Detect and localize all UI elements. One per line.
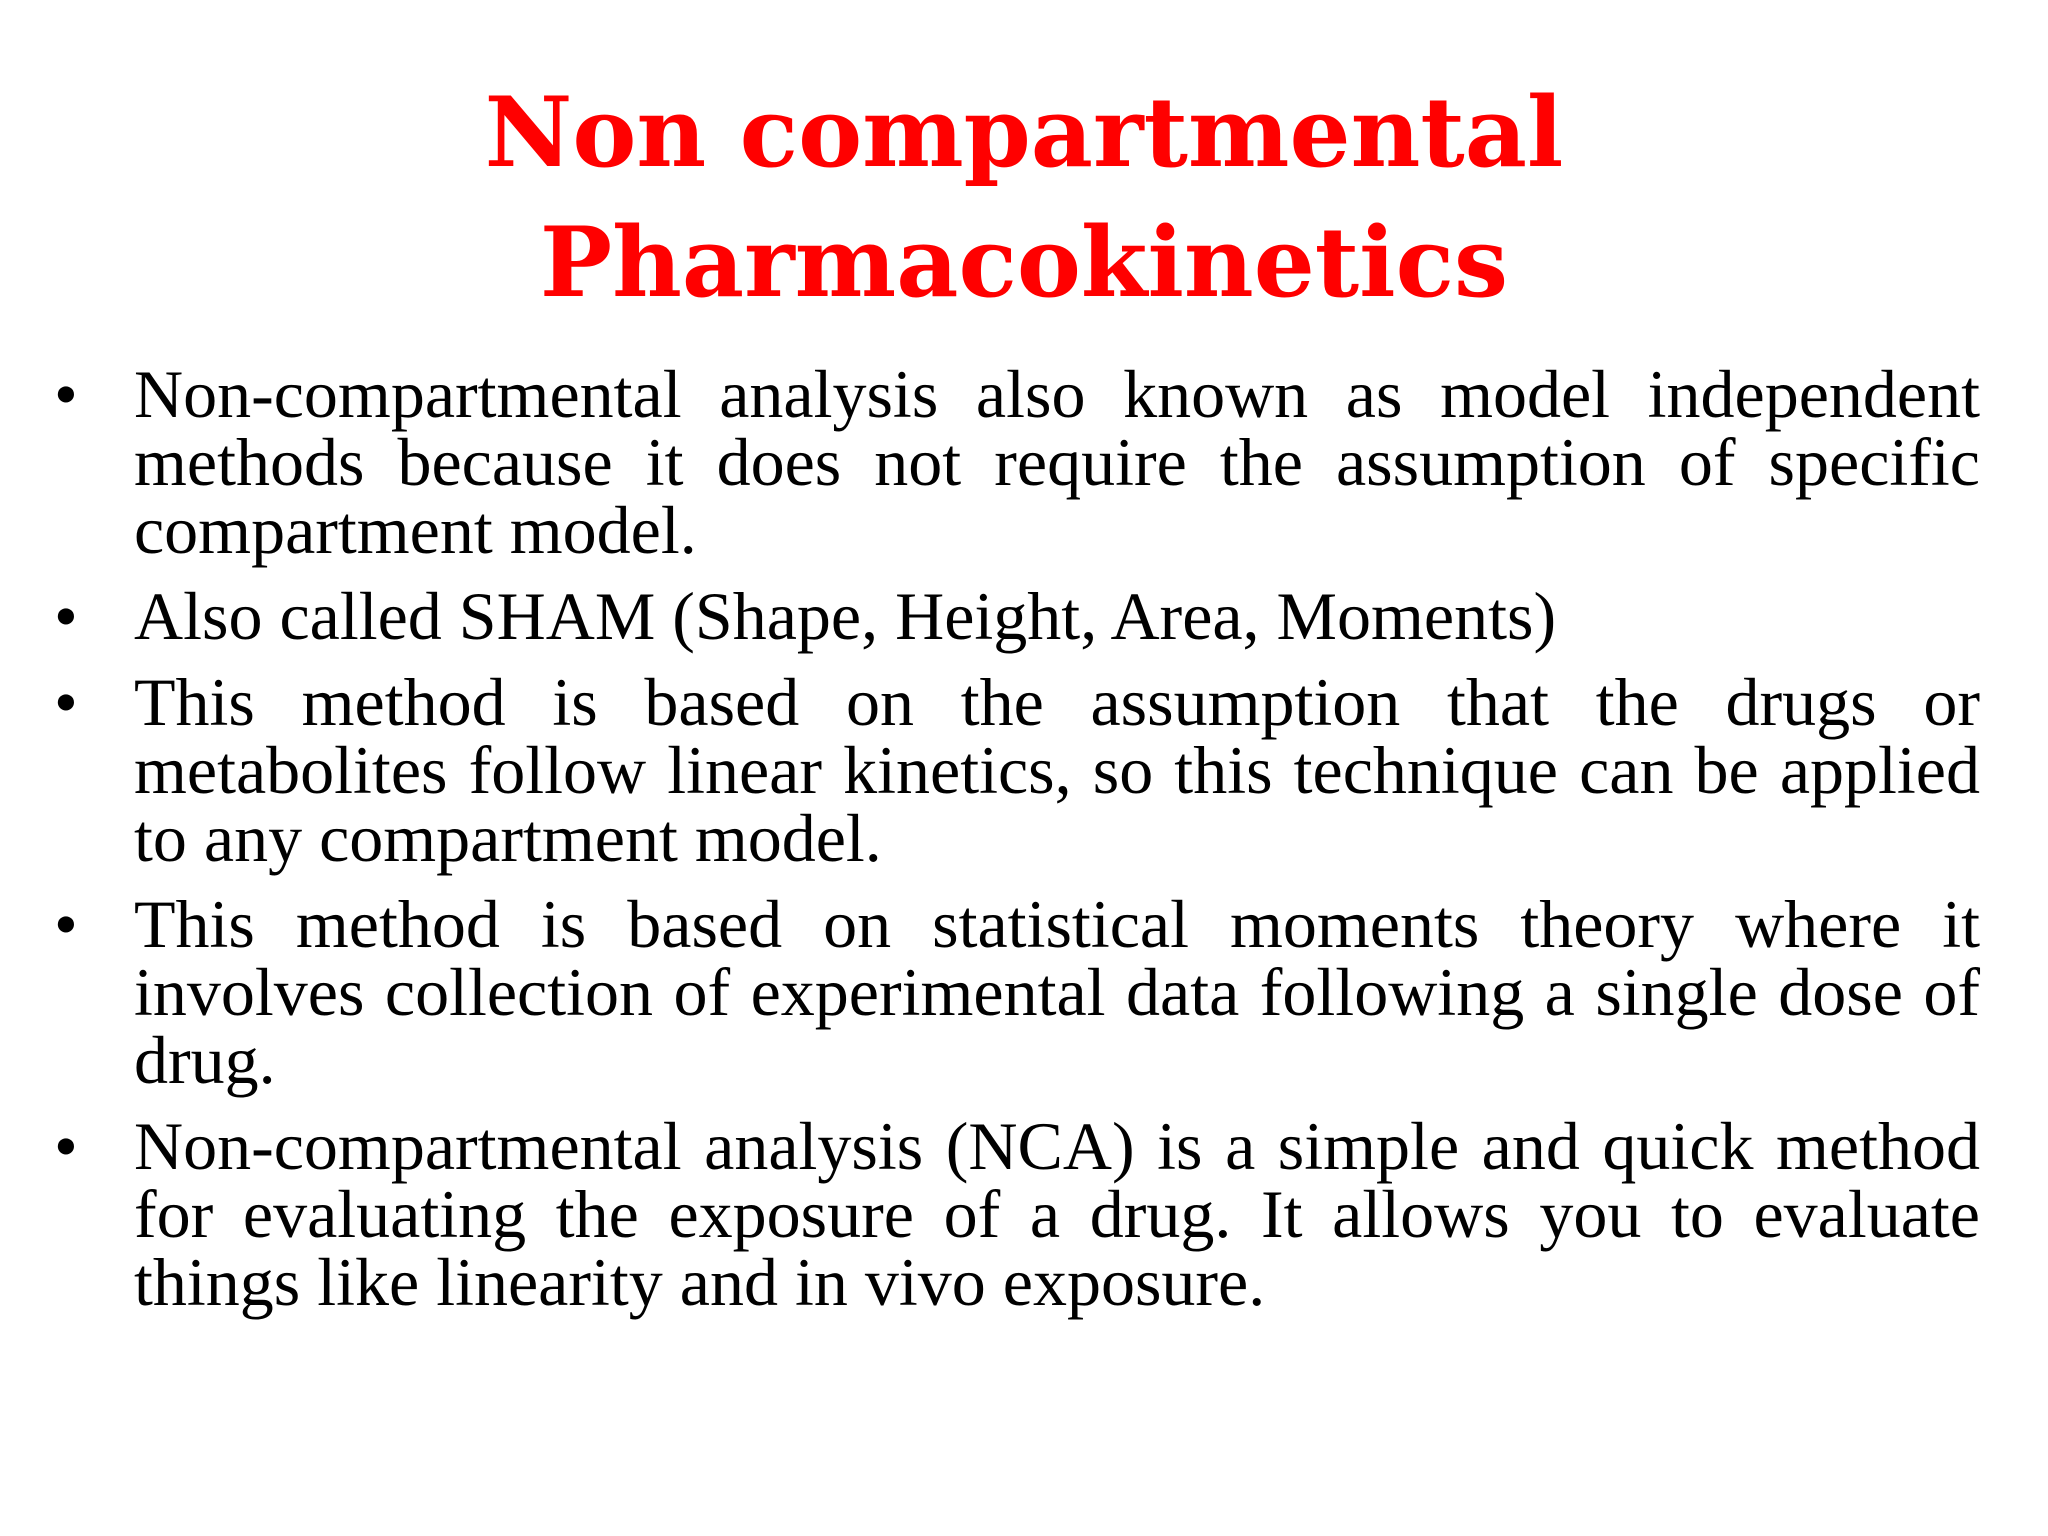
bullet-text: This method is based on statistical moments theory where it involves collection of experimental data following a single dose of drug. [134, 886, 1980, 1098]
bullet-dot-icon: • [54, 664, 78, 740]
bullet-text: Non-compartmental analysis also known as model independent methods because it does not require the assumption of specific compartment model. [134, 356, 1980, 568]
bullet-dot-icon: • [54, 578, 78, 654]
title-line-1: Non compartmental [484, 76, 1564, 189]
bullet-text: Also called SHAM (Shape, Height, Area, Moments) [134, 578, 1557, 654]
bullet-text: This method is based on the assumption that the drugs or metabolites follow linear kinetics, so this technique can be applied to any compartment model. [134, 664, 1980, 876]
bullet-item [50, 356, 1980, 568]
bullet-item [50, 1108, 1980, 1320]
bullet-item [50, 886, 1980, 1098]
bullet-text: Non-compartmental analysis (NCA) is a simple and quick method for evaluating the exposure of a drug. It allows you to evaluate things like linearity and in vivo exposure. [134, 1108, 1980, 1320]
bullet-dot-icon: • [54, 1108, 78, 1184]
bullet-list [50, 356, 1980, 1334]
bullet-dot-icon: • [54, 886, 78, 962]
title-line-2: Pharmacokinetics [539, 206, 1509, 319]
bullet-dot-icon: • [54, 356, 78, 432]
bullet-item [50, 664, 1980, 876]
slide-title [0, 68, 2048, 328]
bullet-item [50, 578, 1980, 654]
